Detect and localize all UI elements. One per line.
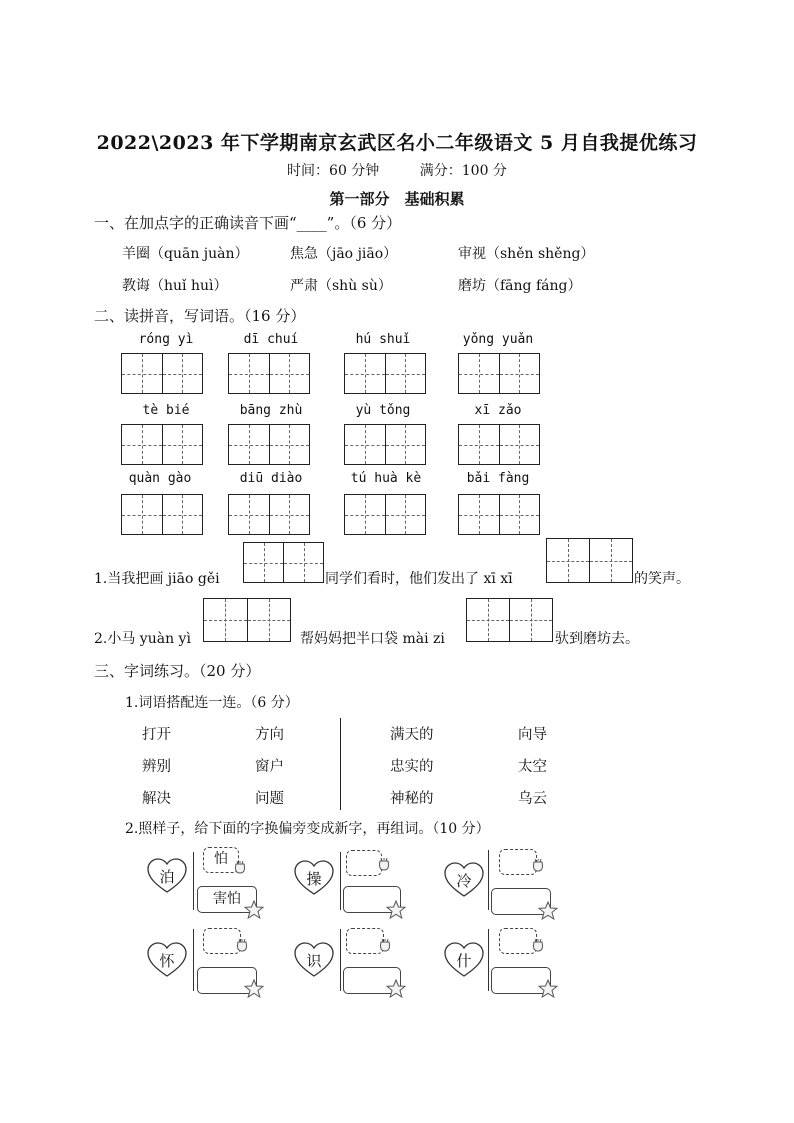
- bracket: [488, 929, 489, 991]
- match-word[interactable]: 太空: [518, 759, 547, 775]
- q1-item: 教诲（huǐ huì）: [122, 278, 228, 294]
- exam-meta: [0, 160, 794, 180]
- answer-grid[interactable]: [121, 494, 203, 535]
- answer-grid[interactable]: [344, 424, 426, 465]
- match-word[interactable]: 向导: [518, 727, 547, 743]
- q1-item: 严肃（shù sù）: [290, 278, 392, 294]
- sentence-1-part-b: 同学们看时，他们发出了 xī xī: [325, 571, 513, 587]
- match-word[interactable]: 忠实的: [390, 759, 434, 775]
- pinyin-label: diū diào: [239, 471, 303, 486]
- q1-item: 羊圈（quān juàn）: [122, 246, 249, 262]
- bag-icon: [376, 855, 392, 871]
- column-divider: [340, 718, 341, 810]
- bracket: [340, 929, 341, 991]
- bracket: [340, 852, 341, 910]
- match-word[interactable]: 问题: [255, 791, 284, 807]
- pinyin-label: tè bié: [142, 403, 190, 418]
- heart-char: 识: [294, 942, 334, 978]
- q1-heading: 一、在加点字的正确读音下画“____”。（6 分）: [94, 214, 402, 232]
- heart-char: 泊: [147, 858, 187, 894]
- part-heading: 第一部分 基础积累: [329, 190, 465, 208]
- time-limit: 时间：60 分钟: [287, 163, 380, 179]
- sentence-2-part-c: 驮到磨坊去。: [555, 631, 639, 647]
- pinyin-label: yù tǒng: [355, 403, 411, 418]
- answer-grid[interactable]: [458, 494, 540, 535]
- q1-item: 审视（shěn shěng）: [458, 246, 595, 262]
- q2-heading: 二、读拼音，写词语。（16 分）: [94, 307, 306, 325]
- answer-grid[interactable]: [243, 542, 324, 583]
- full-score: 满分：100 分: [419, 163, 507, 179]
- q3-sub2: 2.照样子，给下面的字换偏旁变成新字，再组词。（10 分）: [125, 821, 490, 837]
- heart-char: 怀: [147, 942, 187, 978]
- star-icon: [244, 900, 264, 920]
- answer-grid[interactable]: [546, 538, 633, 583]
- answer-grid[interactable]: [466, 598, 553, 642]
- answer-grid[interactable]: [121, 424, 203, 465]
- pinyin-label: tú huà kè: [350, 471, 422, 486]
- q3-heading: 三、字词练习。（20 分）: [94, 662, 261, 680]
- word-box: 害怕: [197, 886, 257, 913]
- pinyin-label: xī zǎo: [474, 403, 522, 418]
- match-word[interactable]: 乌云: [518, 791, 547, 807]
- star-icon: [244, 979, 264, 999]
- new-char-box: 怕: [203, 847, 239, 873]
- star-icon: [538, 979, 558, 999]
- match-word[interactable]: 打开: [142, 727, 171, 743]
- page-title: 2022\2023 年下学期南京玄武区名小二年级语文 5 月自我提优练习: [96, 132, 698, 154]
- pinyin-label: bāng zhù: [239, 403, 303, 418]
- sentence-1-part-c: 的笑声。: [634, 571, 690, 587]
- match-word[interactable]: 辨别: [142, 759, 171, 775]
- pinyin-label: dī chuí: [243, 332, 299, 347]
- pinyin-label: yǒng yuǎn: [462, 332, 534, 347]
- answer-grid[interactable]: [228, 353, 310, 394]
- answer-grid[interactable]: [203, 598, 291, 642]
- q1-item: 焦急（jāo jiāo）: [290, 246, 398, 262]
- answer-grid[interactable]: [458, 424, 540, 465]
- star-icon: [538, 901, 558, 921]
- bag-icon: [530, 936, 546, 952]
- sentence-1-part-a: 1.当我把画 jiāo gěi: [94, 571, 220, 587]
- star-icon: [386, 979, 406, 999]
- bag-icon: [234, 936, 250, 952]
- match-word[interactable]: 方向: [255, 727, 284, 743]
- sentence-2-part-b: 帮妈妈把半口袋 mài zi: [300, 631, 445, 647]
- pinyin-label: hú shuǐ: [355, 332, 411, 347]
- q1-item: 磨坊（fāng fáng）: [458, 278, 582, 294]
- pinyin-label: quàn gào: [128, 471, 192, 486]
- heart-char: 冷: [444, 862, 484, 898]
- sentence-2-part-a: 2.小马 yuàn yì: [94, 631, 191, 647]
- answer-grid[interactable]: [344, 353, 426, 394]
- heart-char: 什: [444, 942, 484, 978]
- answer-grid[interactable]: [458, 353, 540, 394]
- bag-icon: [530, 856, 546, 872]
- match-word[interactable]: 满天的: [390, 727, 434, 743]
- match-word[interactable]: 神秘的: [390, 791, 434, 807]
- bracket: [488, 850, 489, 910]
- star-icon: [386, 900, 406, 920]
- match-word[interactable]: 解决: [142, 791, 171, 807]
- answer-grid[interactable]: [228, 494, 310, 535]
- bag-icon: [377, 936, 393, 952]
- bracket: [193, 852, 194, 910]
- match-word[interactable]: 窗户: [255, 759, 284, 775]
- bracket: [193, 929, 194, 991]
- q3-sub1: 1.词语搭配连一连。（6 分）: [125, 695, 299, 711]
- answer-grid[interactable]: [344, 494, 426, 535]
- pinyin-label: bǎi fàng: [466, 471, 530, 486]
- heart-char: 操: [294, 860, 334, 896]
- pinyin-label: róng yì: [138, 332, 194, 347]
- answer-grid[interactable]: [121, 353, 203, 394]
- bag-icon: [232, 858, 248, 874]
- answer-grid[interactable]: [228, 424, 310, 465]
